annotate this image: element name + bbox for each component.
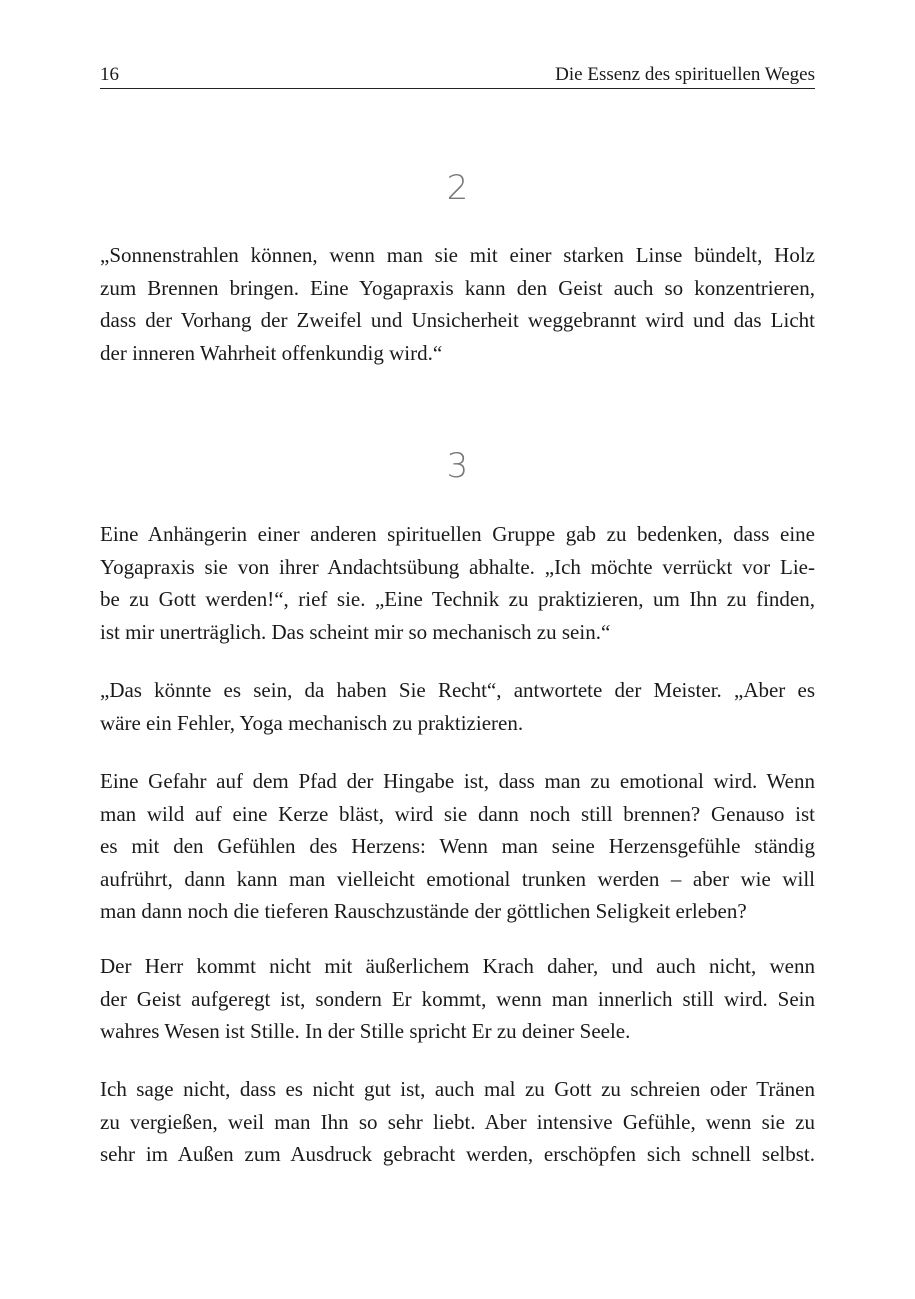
text-line: Eine Gefahr auf dem Pfad der Hingabe ist, dass man zu emotional wird. Wenn [100,769,815,793]
running-header [100,58,815,89]
paragraph [100,239,815,369]
paragraph [100,1073,815,1171]
text-line: „Sonnenstrahlen können, wenn man sie mit einer starken Linse bündelt, Holz [100,243,815,267]
text-line: es mit den Gefühlen des Herzens: Wenn man seine Herzensgefühle ständig [100,834,815,858]
text-line: Der Herr kommt nicht mit äußerlichem Krach daher, und auch nicht, wenn [100,954,815,978]
text-line: dass der Vorhang der Zweifel und Unsicherheit weggebrannt wird und das Licht [100,308,815,332]
paragraph [100,674,815,739]
text-line: Yogapraxis sie von ihrer Andachtsübung abhalte. „Ich möchte verrückt vor Lie- [100,554,815,579]
page-number: 16 [100,64,119,85]
text-line: ist mir unerträglich. Das scheint mir so mechanisch zu sein.“ [100,619,611,644]
paragraph [100,518,815,648]
text-line: man dann noch die tieferen Rauschzustände der göttlichen Seligkeit erleben? [100,899,747,923]
text-line: be zu Gott werden!“, rief sie. „Eine Technik zu praktizieren, um Ihn zu finden, [100,587,815,611]
paragraph [100,950,815,1048]
running-title: Die Essenz des spirituellen Weges [555,64,815,85]
text-line: man wild auf eine Kerze bläst, wird sie dann noch still brennen? Genauso ist [100,801,815,826]
section-number-2: 2 [446,168,469,208]
text-line: Eine Anhängerin einer anderen spirituellen Gruppe gab zu bedenken, dass eine [100,522,815,546]
text-line: zum Brennen bringen. Eine Yogapraxis kann den Geist auch so konzentrieren, [100,275,815,300]
paragraph [100,765,815,928]
text-line: zu vergießen, weil man Ihn so sehr liebt. Aber intensive Gefühle, wenn sie zu [100,1109,815,1134]
text-line: aufrührt, dann kann man vielleicht emotional trunken werden – aber wie will [100,866,815,891]
text-line: wäre ein Fehler, Yoga mechanisch zu praktizieren. [100,710,524,735]
text-line: sehr im Außen zum Ausdruck gebracht werden, erschöpfen sich schnell selbst. [100,1142,815,1166]
text-line: der inneren Wahrheit offenkundig wird.“ [100,340,443,365]
section-number-3: 3 [446,446,469,486]
text-line: „Das könnte es sein, da haben Sie Recht“, antwortete der Meister. „Aber es [100,678,815,702]
text-line: der Geist aufgeregt ist, sondern Er kommt, wenn man innerlich still wird. Sein [100,986,815,1011]
text-line: Ich sage nicht, dass es nicht gut ist, auch mal zu Gott zu schreien oder Tränen [100,1077,815,1101]
text-line: wahres Wesen ist Stille. In der Stille spricht Er zu deiner Seele. [100,1019,631,1043]
